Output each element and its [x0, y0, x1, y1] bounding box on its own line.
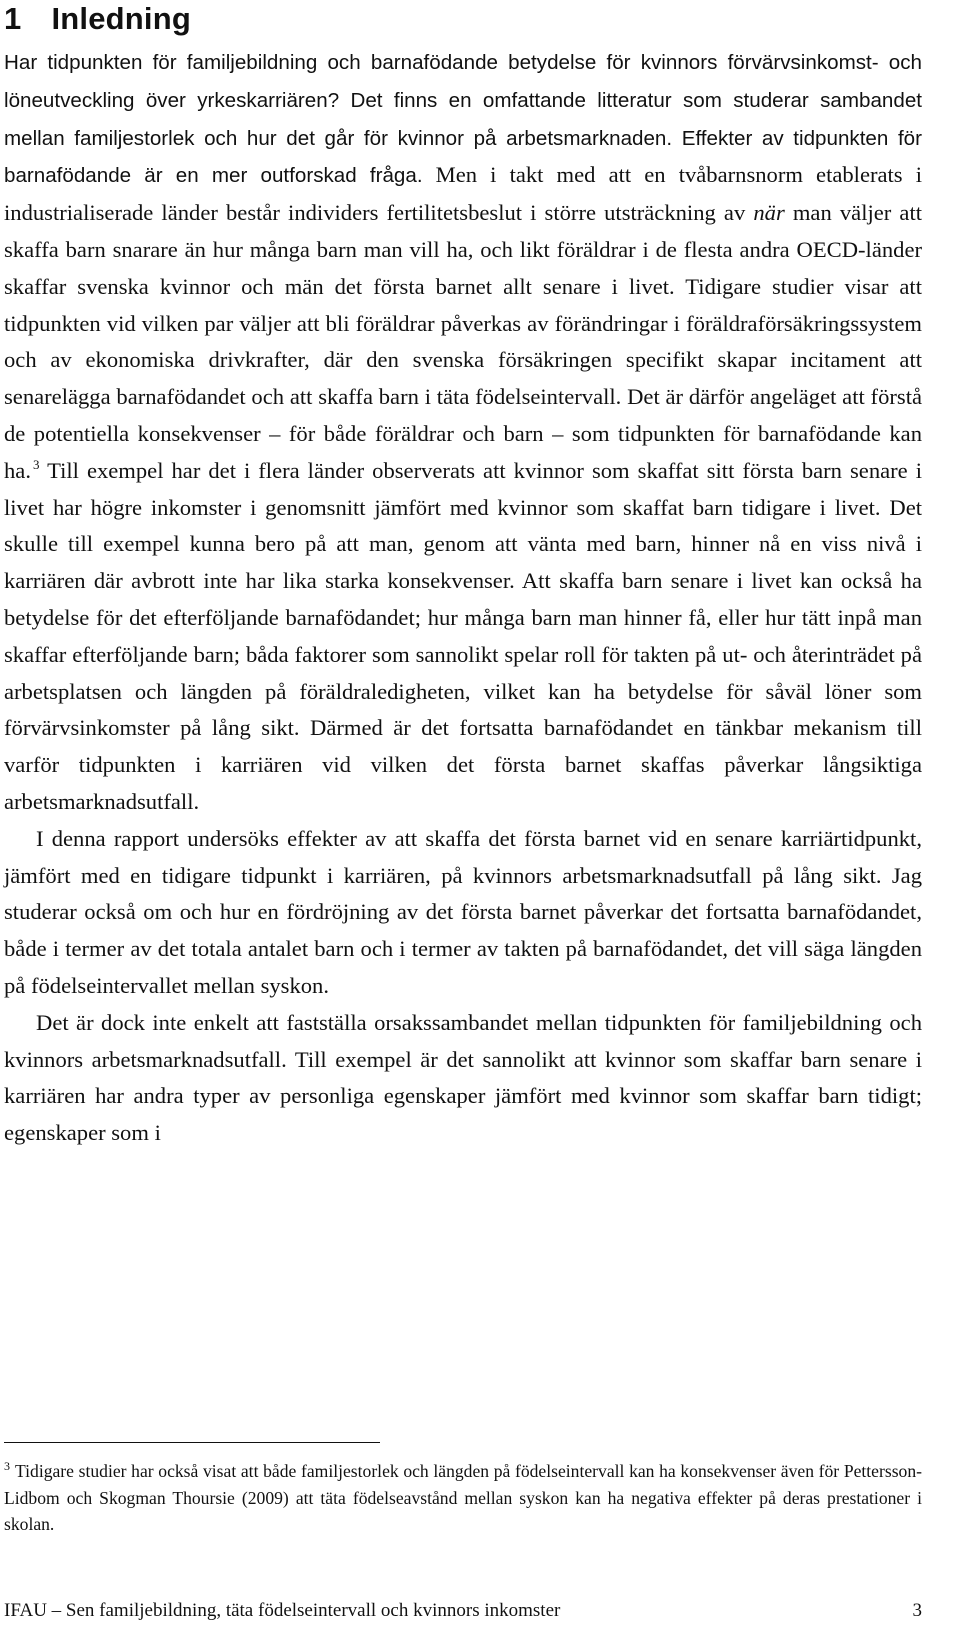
paragraph-1-text-b: man väljer att skaffa barn snarare än hur många barn man vill ha, och likt föräldrar i de flesta andra OECD-länder skaffar svenska kvinnor och män det första barnet allt senare i livet. Tidigare studier visar att tidpunkten vid vilken par väljer att bli föräldrar påverkas av förändringar i föräldraförsäkringssystem och av ekonomiska drivkrafter, där den svenska försäkringen specifikt skapar incitament att senarelägga barnafödandet och att skaffa barn i täta födelseintervall. Det är därför angeläget att förstå de potentiella konsekvenser – för både föräldrar och barn – som tidpunkten för barnafödande kan ha.	[4, 200, 922, 483]
paragraph-1	[4, 44, 922, 821]
section-title: Inledning	[51, 1, 192, 36]
footnote-number: 3	[4, 1459, 10, 1473]
page-number: 3	[912, 1600, 922, 1621]
paragraph-1-text-a: Men i takt med att en tvåbarnsnorm etablerats i industrialiserade länder består individers fertilitetsbeslut i större utsträckning av	[4, 162, 922, 226]
footnote-divider	[4, 1442, 380, 1443]
page-footer	[4, 1599, 922, 1623]
footnote-text: Tidigare studier har också visat att både familjestorlek och längden på födelseintervall kan ha konsekvenser även för Pettersson-Lidbom och Skogman Thoursie (2009) att täta födelseavstånd mellan syskon kan ha negativa effekter på deras prestationer i skolan.	[4, 1461, 922, 1534]
paragraph-2: I denna rapport undersöks effekter av att skaffa det första barnet vid en senare karriärtidpunkt, jämfört med en tidigare tidpunkt i karriären, på kvinnors arbetsmarknadsutfall på lång sikt. Jag studerar också om och hur en fördröjning av det första barnet påverkar det fortsatta barnafödandet, både i termer av det totala antalet barn och i termer av takten på barnafödandet, det vill säga längden på födelseintervallet mellan syskon.	[4, 825, 922, 998]
intro-sentences: Har tidpunkten för familjebildning och barnafödande betydelse för kvinnors förvärvsinkomst- och löneutveckling över yrkeskarriären? Det finns en omfattande litteratur som studerar sambandet mellan familjestorlek och hur det går för kvinnor på arbetsmarknaden. Effekter av tidpunkten för barnafödande är en mer outforskad fråga.	[4, 51, 922, 188]
section-number: 1	[4, 1, 22, 36]
paragraph-3: Det är dock inte enkelt att fastställa orsakssambandet mellan tidpunkten för familjebildning och kvinnors arbetsmarknadsutfall. Till exempel är det sannolikt att kvinnor som skaffar barn senare i karriären har andra typer av personliga egenskaper jämfört med kvinnor som skaffar barn tidigt; egenskaper som i	[4, 1009, 922, 1146]
footer-title: IFAU – Sen familjebildning, täta födelseintervall och kvinnors inkomster	[4, 1600, 561, 1621]
body-text	[4, 44, 922, 1152]
section-heading	[4, 0, 191, 38]
footnote	[4, 1458, 922, 1538]
footnote-reference[interactable]: 3	[32, 456, 40, 472]
paragraph-1-text-c: Till exempel har det i flera länder observerats att kvinnor som skaffat sitt första barn senare i livet har högre inkomster i genomsnitt jämfört med kvinnor som skaffat barn tidigare i livet. Det skulle till exempel kunna bero på att man, genom att vänta med barn, hinner nå en viss nivå i karriären där avbrott inte har lika starka konsekvenser. Att skaffa barn senare i livet kan också ha betydelse för det efterföljande barnafödandet; hur många barn man hinner få, eller hur tätt inpå man skaffar efterföljande barn; båda faktorer som sannolikt spelar roll för takten på ut- och återinträdet på arbetsplatsen och längden på föräldraledigheten, vilket kan ha betydelse för såväl löner som förvärvsinkomster på lång sikt. Därmed är det fortsatta barnafödandet en tänkbar mekanism till varför tidpunkten i karriären vid vilken det första barnet skaffas påverkar långsiktiga arbetsmarknadsutfall.	[4, 457, 922, 814]
emphasis-nar: när	[753, 200, 785, 226]
